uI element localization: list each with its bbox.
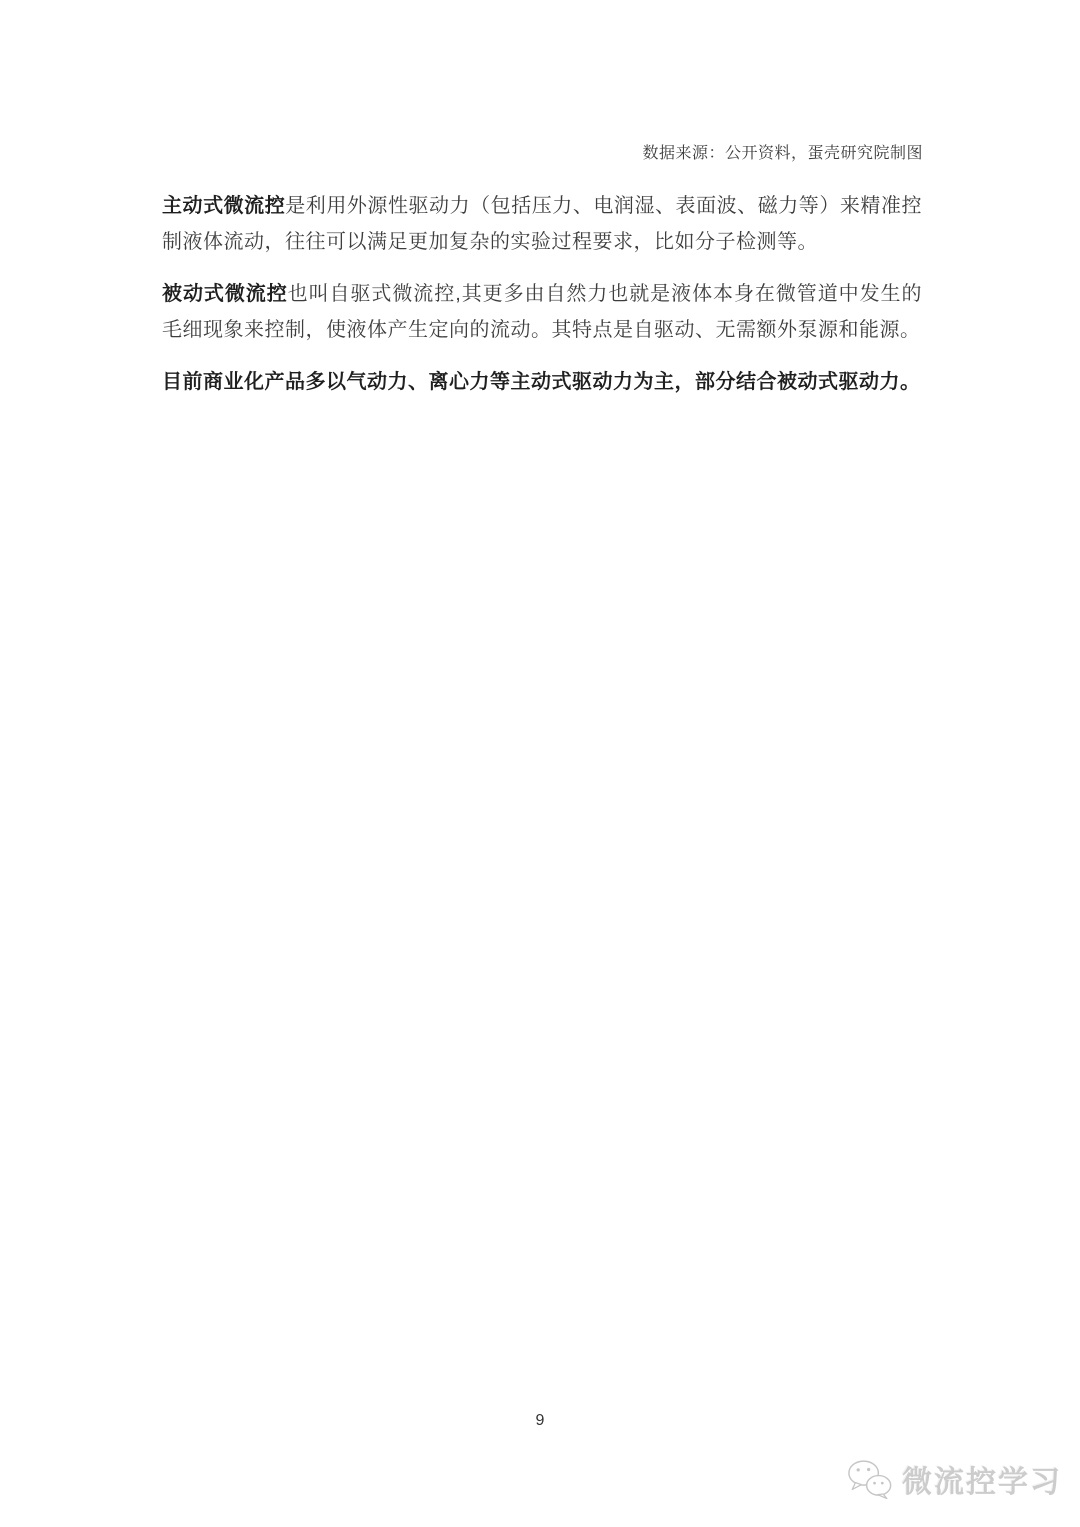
document-body [162,188,922,416]
page-number: 9 [535,1412,545,1429]
channel-watermark [846,1457,1062,1501]
data-source-note: 数据来源：公开资料，蛋壳研究院制图 [642,145,923,162]
paragraph-lead-commercial: 目前商业化产品多以气动力、离心力等主动式驱动力为主，部分结合被动式驱动力。 [162,371,921,393]
paragraph-lead-active: 主动式微流控 [162,195,286,217]
paragraph-text-active: 是利用外源性驱动力（包括压力、电润湿、表面波、磁力等）来精准控制液体流动，往往可以满足更加复杂的实验过程要求，比如分子检测等。 [162,195,922,253]
paragraph-lead-passive: 被动式微流控 [162,283,288,305]
watermark-label: 微流控学习 [902,1466,1062,1499]
wechat-icon [846,1459,894,1499]
paragraph-passive-microfluidics [162,276,922,348]
paragraph-active-microfluidics [162,188,922,260]
paragraph-text-passive: 也叫自驱式微流控,其更多由自然力也就是液体本身在微管道中发生的毛细现象来控制，使液体产生定向的流动。其特点是自驱动、无需额外泵源和能源。 [162,283,922,341]
paragraph-commercial-products [162,364,922,400]
